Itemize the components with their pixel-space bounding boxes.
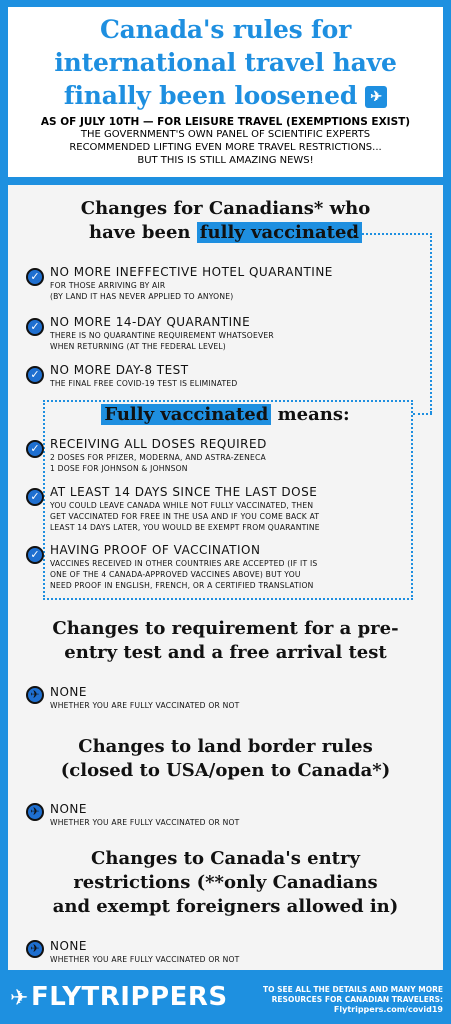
footer-line-1: TO SEE ALL THE DETAILS AND MANY MORE xyxy=(263,985,443,994)
no-plane-icon: ✈ xyxy=(26,686,44,704)
footer-text xyxy=(243,985,443,1015)
logo-plane-icon: ✈ xyxy=(10,986,29,1011)
footer-line-2: RESOURCES FOR CANADIAN TRAVELERS: xyxy=(271,995,443,1004)
content-panel xyxy=(8,185,443,970)
section-4-title xyxy=(8,847,443,919)
check-icon: ✓ xyxy=(26,268,44,286)
item-desc: (BY LAND IT HAS NEVER APPLIED TO ANYONE) xyxy=(50,292,234,301)
section-4-title-line-3: and exempt foreigners allowed in) xyxy=(52,896,399,917)
section-2-title xyxy=(8,617,443,665)
list-item-14-day-quarantine xyxy=(30,315,435,352)
logo-text: FLYTRIPPERS xyxy=(30,982,228,1012)
list-item-day-8-test xyxy=(30,363,435,389)
item-head: NO MORE INEFFECTIVE HOTEL QUARANTINE xyxy=(50,265,333,279)
subtitle-line-3: BUT THIS IS STILL AMAZING NEWS! xyxy=(137,155,314,166)
item-desc: LEAST 14 DAYS LATER, YOU WOULD BE EXEMPT FROM QUARANTINE xyxy=(50,523,320,532)
section-4-title-line-2: restrictions (**only Canadians xyxy=(73,872,378,893)
item-desc: FOR THOSE ARRIVING BY AIR xyxy=(50,281,166,290)
fully-vaccinated-highlight: fully vaccinated xyxy=(197,222,362,243)
no-plane-icon: ✈ xyxy=(26,803,44,821)
fully-vaccinated-title-highlight: Fully vaccinated xyxy=(101,404,271,425)
item-head: NONE xyxy=(50,802,87,816)
list-item-proof xyxy=(30,543,435,591)
fully-vaccinated-title xyxy=(8,403,443,427)
item-desc: YOU COULD LEAVE CANADA WHILE NOT FULLY VACCINATED, THEN xyxy=(50,501,314,510)
item-head: HAVING PROOF OF VACCINATION xyxy=(50,543,261,557)
header-card xyxy=(8,7,443,177)
item-head: NO MORE DAY-8 TEST xyxy=(50,363,189,377)
item-desc: GET VACCINATED FOR FREE IN THE USA AND IF YOU COME BACK AT xyxy=(50,512,320,521)
subtitle-line-2: RECOMMENDED LIFTING EVEN MORE TRAVEL RESTRICTIONS... xyxy=(69,142,382,153)
section-1-title-pre: have been xyxy=(89,222,197,243)
item-head: NO MORE 14-DAY QUARANTINE xyxy=(50,315,251,329)
item-head: AT LEAST 14 DAYS SINCE THE LAST DOSE xyxy=(50,485,318,499)
item-head: NONE xyxy=(50,685,87,699)
section-2-title-line-1: Changes to requirement for a pre- xyxy=(52,618,399,639)
section-1-title-line-1: Changes for Canadians* who xyxy=(80,198,371,219)
flytrippers-logo xyxy=(10,982,228,1012)
footer-url-link[interactable]: Flytrippers.com/covid19 xyxy=(333,1005,443,1014)
list-item-all-doses xyxy=(30,437,435,474)
list-item-14-days xyxy=(30,485,435,533)
title-line-3 xyxy=(8,79,443,112)
section-3-title-line-1: Changes to land border rules xyxy=(78,736,373,757)
check-icon: ✓ xyxy=(26,318,44,336)
list-item-none-tests xyxy=(30,685,435,711)
item-desc: 2 DOSES FOR PFIZER, MODERNA, AND ASTRA-ZENECA xyxy=(50,453,266,462)
check-icon: ✓ xyxy=(26,440,44,458)
fully-vaccinated-title-post: means: xyxy=(271,404,350,425)
title-line-2: international travel have xyxy=(54,48,397,77)
title-line-3-text: finally been loosened xyxy=(63,81,358,110)
item-desc: NEED PROOF IN ENGLISH, FRENCH, OR A CERTIFIED TRANSLATION xyxy=(50,581,314,590)
item-desc: 1 DOSE FOR JOHNSON & JOHNSON xyxy=(50,464,188,473)
item-head: RECEIVING ALL DOSES REQUIRED xyxy=(50,437,267,451)
list-item-none-entry xyxy=(30,939,435,965)
section-1-title xyxy=(8,197,443,245)
section-2-title-line-2: entry test and a free arrival test xyxy=(64,642,387,663)
subtitle-date: AS OF JULY 10TH — FOR LEISURE TRAVEL (EXEMPTIONS EXIST) xyxy=(40,116,411,128)
list-item-none-land xyxy=(30,802,435,828)
list-item-hotel-quarantine xyxy=(30,265,435,302)
item-desc: WHETHER YOU ARE FULLY VACCINATED OR NOT xyxy=(50,955,240,964)
item-desc: WHETHER YOU ARE FULLY VACCINATED OR NOT xyxy=(50,701,240,710)
item-head: NONE xyxy=(50,939,87,953)
airplane-icon: ✈ xyxy=(365,86,387,108)
dotted-connector-horizontal xyxy=(354,233,432,235)
page-title xyxy=(8,7,443,112)
item-desc: VACCINES RECEIVED IN OTHER COUNTRIES ARE ACCEPTED (IF IT IS xyxy=(50,559,318,568)
item-desc: WHETHER YOU ARE FULLY VACCINATED OR NOT xyxy=(50,818,240,827)
item-desc: WHEN RETURNING (AT THE FEDERAL LEVEL) xyxy=(50,342,226,351)
item-desc: THERE IS NO QUARANTINE REQUIREMENT WHATSOEVER xyxy=(50,331,274,340)
item-desc: THE FINAL FREE COVID-19 TEST IS ELIMINATED xyxy=(50,379,238,388)
subtitle-line-1: THE GOVERNMENT'S OWN PANEL OF SCIENTIFIC EXPERTS xyxy=(80,129,371,140)
check-icon: ✓ xyxy=(26,366,44,384)
check-icon: ✓ xyxy=(26,488,44,506)
section-4-title-line-1: Changes to Canada's entry xyxy=(91,848,360,869)
no-plane-icon: ✈ xyxy=(26,940,44,958)
section-3-title-line-2: (closed to USA/open to Canada*) xyxy=(60,760,391,781)
title-line-1: Canada's rules for xyxy=(99,15,352,44)
item-desc: ONE OF THE 4 CANADA-APPROVED VACCINES ABOVE) BUT YOU xyxy=(50,570,301,579)
check-icon: ✓ xyxy=(26,546,44,564)
section-3-title xyxy=(8,735,443,783)
